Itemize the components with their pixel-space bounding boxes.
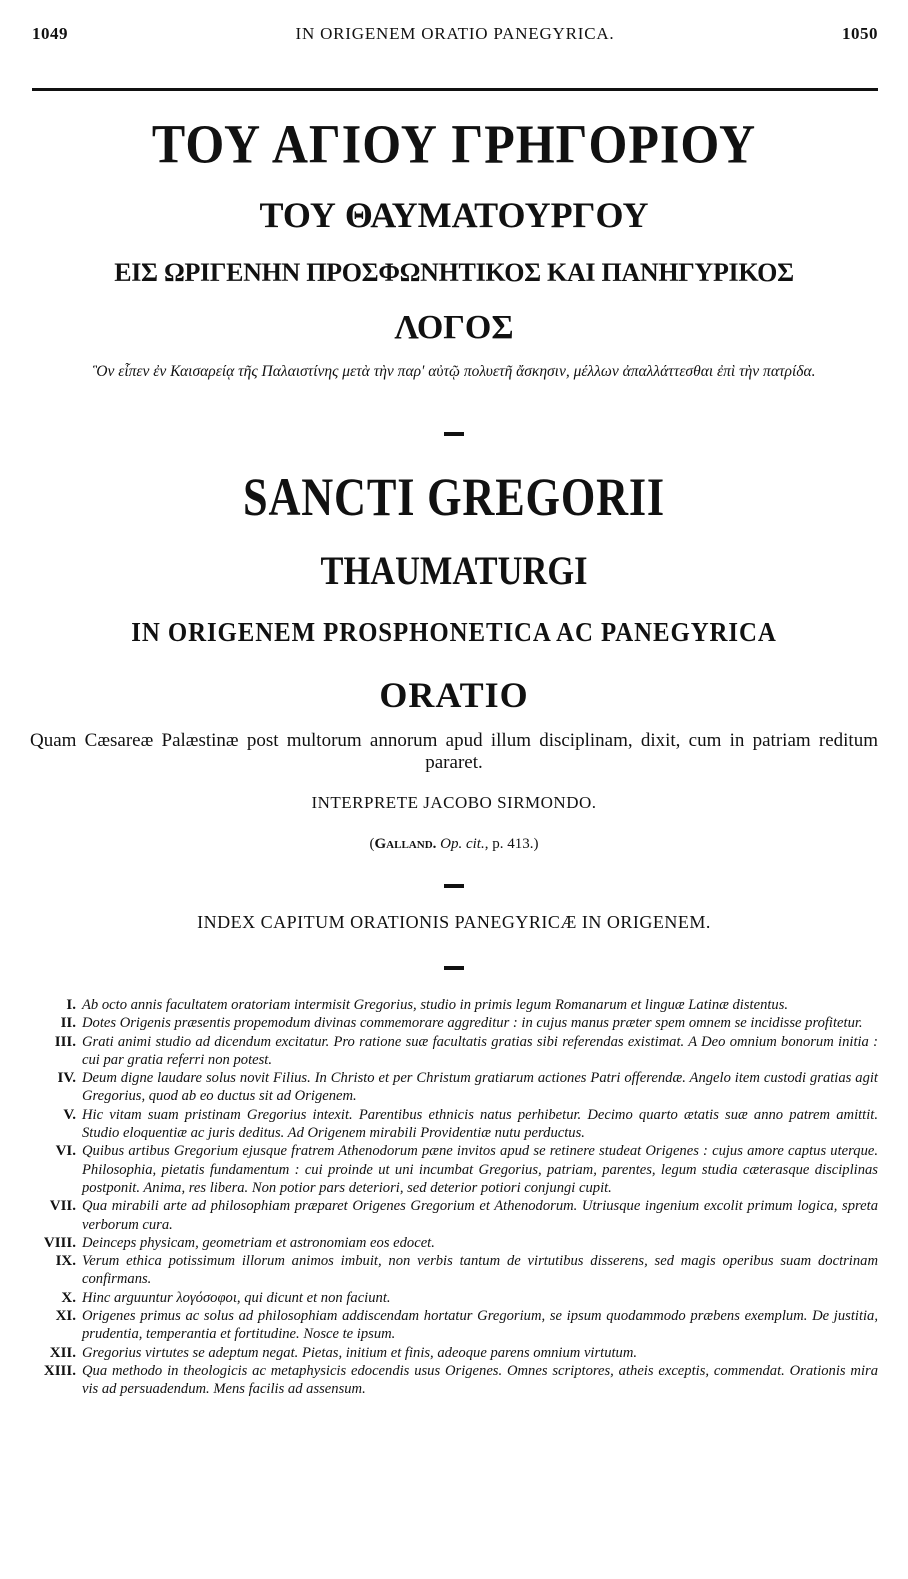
- index-entry-text: Dotes Origenis præsentis propemodum divinas commemorare aggreditur : in cujus manus præter spem omnem se incidisse profitetur.: [82, 1015, 863, 1032]
- left-page-number: 1049: [32, 24, 68, 43]
- index-entry: [30, 996, 878, 1014]
- index-entry: [30, 1307, 878, 1344]
- index-entry-number: X.: [61, 1289, 76, 1306]
- citation-author: Galland.: [374, 836, 437, 852]
- citation-work: Op. cit.: [440, 836, 485, 852]
- latin-title-line1: SANCTI GREGORII: [243, 467, 665, 527]
- running-head: [32, 22, 878, 46]
- latin-title-line3: IN ORIGENEM PROSPHONETICA AC PANEGYRICA: [131, 617, 777, 647]
- index-entry-text: Deinceps physicam, geometriam et astronomiam eos edocet.: [82, 1234, 435, 1251]
- latin-subtitle: Quam Cæsareæ Palæstinæ post multorum annorum apud illum disciplinam, dixit, cum in patriam reditum pararet.: [30, 730, 878, 773]
- index-entry-number: IX.: [55, 1253, 76, 1270]
- index-entry-text: Origenes primus ac solus ad philosophiam addiscendam hortatur Gregorium, se ipsum quodammodo præbens exemplum. De justitia, prudentia, temperantia et fortitudine. Nosce te ipsum.: [82, 1308, 878, 1343]
- separator-dash: [444, 884, 464, 888]
- index-entry-number: VII.: [49, 1198, 76, 1215]
- index-entry-text: Qua methodo in theologicis ac metaphysicis edocendis usus Origenes. Omnes scriptores, atheis exceptis, commendat. Orationis mira vis ad persuadendum. Mens facilis ad assensum.: [82, 1362, 878, 1398]
- index-entry-number: II.: [60, 1015, 76, 1032]
- citation-line: [30, 836, 878, 853]
- index-entry-number: III.: [54, 1033, 76, 1050]
- index-entry: [30, 1362, 878, 1399]
- index-entry-number: IV.: [57, 1070, 76, 1087]
- index-entry-text: Gregorius virtutes se adeptum negat. Pietas, initium et finis, adeoque parens omnium virtutum.: [82, 1344, 638, 1361]
- greek-title-line4: ΛΟΓΟΣ: [394, 309, 514, 346]
- index-heading: INDEX CAPITUM ORATIONIS PANEGYRICÆ IN ORIGENEM.: [197, 912, 711, 932]
- citation-open: (: [369, 836, 375, 852]
- greek-title-line1: ΤΟΥ ΑΓΙΟΥ ΓΡΗΓΟΡΙΟΥ: [151, 113, 757, 175]
- latin-title-line4: ORATIO: [379, 675, 529, 715]
- header-rule: [32, 88, 878, 91]
- index-entry-number: XII.: [49, 1344, 76, 1361]
- index-entry: [30, 1344, 878, 1362]
- chapter-index: [30, 996, 878, 1399]
- greek-title-line2: ΤΟΥ ΘΑΥΜΑΤΟΥΡΓΟΥ: [259, 195, 649, 235]
- running-title: IN ORIGENEM ORATIO PANEGYRICA.: [295, 24, 615, 43]
- index-entry-text: Hic vitam suam pristinam Gregorius intexit. Parentibus ethnicis natus perhibetur. Decimo quarto ætatis suæ anno patrem amittit. Studio eloquentiæ ac juris deditus. Ad Origenem mirabili Providentiæ nutu perductus.: [82, 1106, 878, 1142]
- index-entry-text: Grati animi studio ad dicendum excitatur. Pro ratione suæ facultatis gratias sibi referendas existimat. A Deo omnium bonorum initia : cui par gratia referri non potest.: [82, 1033, 878, 1068]
- index-entry: [30, 1069, 878, 1106]
- index-entry-text: Quibus artibus Gregorium ejusque fratrem Athenodorum pæne invitos apud se retinere studeat Origenes : cujus amore captus uterque. Philosophia, pietatis fundamentum : cui proinde ut uni incumbat Gregorius, patriam, parentes, legum studia cæterasque disciplinas postponit. Anima, res libera. Non potior pars deteriori, sed deterior potiori conjungi cupit.: [82, 1143, 878, 1196]
- index-entry-number: XIII.: [43, 1362, 76, 1379]
- separator-dash: [444, 432, 464, 436]
- greek-title-line3: ΕΙΣ ΩΡΙΓΕΝΗΝ ΠΡΟΣΦΩΝΗΤΙΚΟΣ ΚΑΙ ΠΑΝΗΓΥΡΙΚΟΣ: [114, 258, 794, 287]
- index-entry: [30, 1252, 878, 1289]
- index-entry: [30, 1234, 878, 1252]
- index-entry-number: VIII.: [43, 1234, 76, 1251]
- index-entry-number: I.: [66, 997, 76, 1013]
- index-entry: [30, 1289, 878, 1307]
- index-entry: [30, 1106, 878, 1143]
- index-entry-number: XI.: [55, 1308, 76, 1325]
- index-entry-text: Verum ethica potissimum illorum animos imbuit, non verbis tantum de virtutibus disserens, sed magis operibus suam doctrinam confirmans.: [82, 1253, 878, 1288]
- separator-dash: [444, 966, 464, 970]
- index-entry-text: Qua mirabili arte ad philosophiam præparet Origenes Gregorium et Athenodorum. Utriusque ingenium excolit primum logica, spreta verborum cura.: [82, 1198, 878, 1233]
- index-entry-number: V.: [63, 1106, 76, 1123]
- index-entry: [30, 1142, 878, 1197]
- index-entry: [30, 1033, 878, 1070]
- citation-page: , p. 413.): [484, 836, 539, 852]
- right-page-number: 1050: [842, 24, 878, 43]
- latin-title-line2: THAUMATURGI: [320, 548, 588, 593]
- index-entry-number: VI.: [55, 1143, 76, 1160]
- greek-subtitle: Ὃν εἶπεν ἐν Καισαρείᾳ τῆς Παλαιστίνης μετὰ τὴν παρ' αὐτῷ πολυετῆ ἄσκησιν, μέλλων ἀπαλλάττεσθαι ἐπὶ τὴν πατρίδα.: [92, 363, 816, 380]
- interpreter-line: INTERPRETE JACOBO SIRMONDO.: [311, 793, 597, 812]
- index-entry-text: Deum digne laudare solus novit Filius. In Christo et per Christum gratiarum actiones Patri offerendæ. Angelo item custodi gratias agit Gregorius, quod ab eo ductus sit ad Origenem.: [82, 1070, 878, 1105]
- index-entry: [30, 1197, 878, 1234]
- index-entry: [30, 1014, 878, 1032]
- index-entry-text: Ab octo annis facultatem oratoriam intermisit Gregorius, studio in primis legum Romanarum et linguæ Latinæ distentus.: [82, 997, 789, 1013]
- index-entry-text: Hinc arguuntur λογόσοφοι, qui dicunt et non faciunt.: [82, 1289, 391, 1306]
